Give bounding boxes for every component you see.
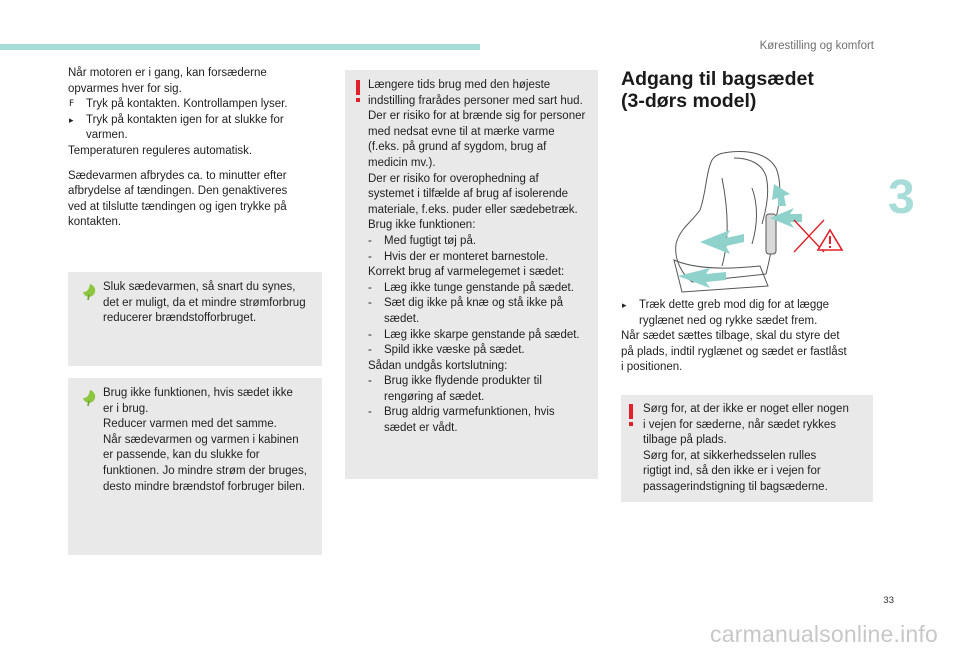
watermark: carmanualsonline.info [710,621,938,648]
eco-tip-box [68,378,322,555]
dash-item: - Brug aldrig varmefunktionen, hvis sædet er vådt. [368,406,555,435]
eco-tip-line: Reducer varmen med det samme. [103,418,277,431]
paragraph-line: Når sædet sættes tilbage, skal du styre det [621,330,840,343]
paragraph-line: på plads, indtil ryglænet og sædet er fastlåst [621,345,847,358]
step-text: Tryk på kontakten. Kontrollampen lyser. [86,98,288,111]
warning-line: (f.eks. på grund af sygdom, brug af [368,141,547,154]
column-3-text [621,298,861,376]
step-text: Træk dette greb mod dig for at lægge [639,299,830,311]
header-accent-bar [0,44,480,50]
section-heading: Adgang til bagsædet (3-dørs model) [621,68,814,112]
column-1 [68,66,318,231]
chapter-number: 3 [888,171,915,224]
eco-tip-line: det er muligt, da et mindre strømforbrug [103,296,306,309]
warning-line: tilbage på plads. [643,434,727,447]
warning-line: Sørg for, at sikkerhedsselen rulles [643,449,817,462]
dash-item: - Brug ikke flydende produkter til rengøring af sædet. [368,375,542,403]
warning-line: passagerindstigning til bagsæderne. [643,480,828,493]
warning-line: systemet i tilfælde af brug af isolerende [368,188,569,201]
warning-line: Der er risiko for overophedning af [368,172,539,185]
eco-tip-line: desto mindre brændstof forbruger bilen. [103,480,305,493]
direction-arrow-icon [678,184,802,288]
paragraph-line: Sædevarmen afbrydes ca. to minutter efter [68,169,287,182]
seat-illustration [652,148,852,294]
step-arrow-icon: F [69,99,75,110]
paragraph-line: afbrydelse af tændingen. Den genaktiveres [68,185,288,198]
step-arrow-icon: ▸ [622,300,627,310]
eco-tip-line: Brug ikke funktionen, hvis sædet ikke [103,387,293,399]
warning-line: Korrekt brug af varmelegemet i sædet: [368,266,565,279]
step-item [68,113,318,144]
seat-lever-icon [766,214,776,254]
eco-leaf-icon [80,388,100,408]
warning-line: Længere tids brug med den højeste [368,79,551,91]
paragraph-line: kontakten. [68,216,122,229]
eco-tip-line: er i brug. [103,402,149,415]
dash-item: - Sæt dig ikke på knæ og stå ikke på sædet. [368,297,563,325]
step-item [621,298,861,329]
warning-line: indstilling frarådes personer med sart hud. [368,94,583,107]
step-text: Tryk på kontakten igen for at slukke for [86,113,284,126]
warning-line: i vejen for sæderne, når sædet rykkes [643,418,837,431]
warning-line: Brug ikke funktionen: [368,219,476,232]
eco-tip-line: funktionen. Jo mindre strøm der bruges, [103,464,307,477]
warning-line: materiale, f.eks. puder eller sædebetræk. [368,203,578,216]
warning-box [345,70,598,479]
eco-tip-box [68,272,322,366]
warning-line: Sådan undgås kortslutning: [368,359,508,372]
warning-triangle-icon [818,230,842,250]
warning-exclamation-icon [626,404,636,428]
eco-tip-line: reducerer brændstofforbruget. [103,312,257,325]
eco-tip-line: Når sædevarmen og varmen i kabinen [103,433,299,446]
dash-item: - Hvis der er monteret barnestole. [368,250,549,263]
section-title: Kørestilling og komfort [759,40,874,52]
step-item [68,97,318,113]
warning-line: med nedsat evne til at mærke varme [368,125,555,138]
warning-line: Sørg for, at der ikke er noget eller nogen [643,403,849,415]
eco-tip-line: er passende, kan du slukke for [103,449,260,462]
dash-item: - Med fugtigt tøj på. [368,234,477,247]
warning-line: Der er risiko for at brænde sig for personer [368,110,586,123]
dash-item: - Læg ikke skarpe genstande på sædet. [368,328,580,341]
dash-item: - Læg ikke tunge genstande på sædet. [368,281,574,294]
intro-line-1: Når motoren er i gang, kan forsæderne [68,67,267,79]
paragraph-line: i positionen. [621,361,683,374]
intro-line-2: opvarmes hver for sig. [68,82,182,95]
dash-item: - Spild ikke væske på sædet. [368,344,525,357]
step-text: varmen. [86,129,128,142]
eco-tip-line: Sluk sædevarmen, så snart du synes, [103,281,296,293]
page-number: 33 [883,595,894,607]
eco-leaf-icon [80,282,100,302]
step-arrow-icon: ▸ [69,114,74,125]
warning-line: medicin mv.). [368,156,436,169]
step-text: ryglænet ned og rykke sædet frem. [639,314,818,327]
warning-box [621,395,873,502]
warning-line: rigtigt ind, så den ikke er i vejen for [643,465,821,478]
warning-exclamation-icon [353,80,363,104]
paragraph: Temperaturen reguleres automatisk. [68,144,253,157]
paragraph-line: ved at tilslutte tændingen og igen trykke på [68,200,287,213]
